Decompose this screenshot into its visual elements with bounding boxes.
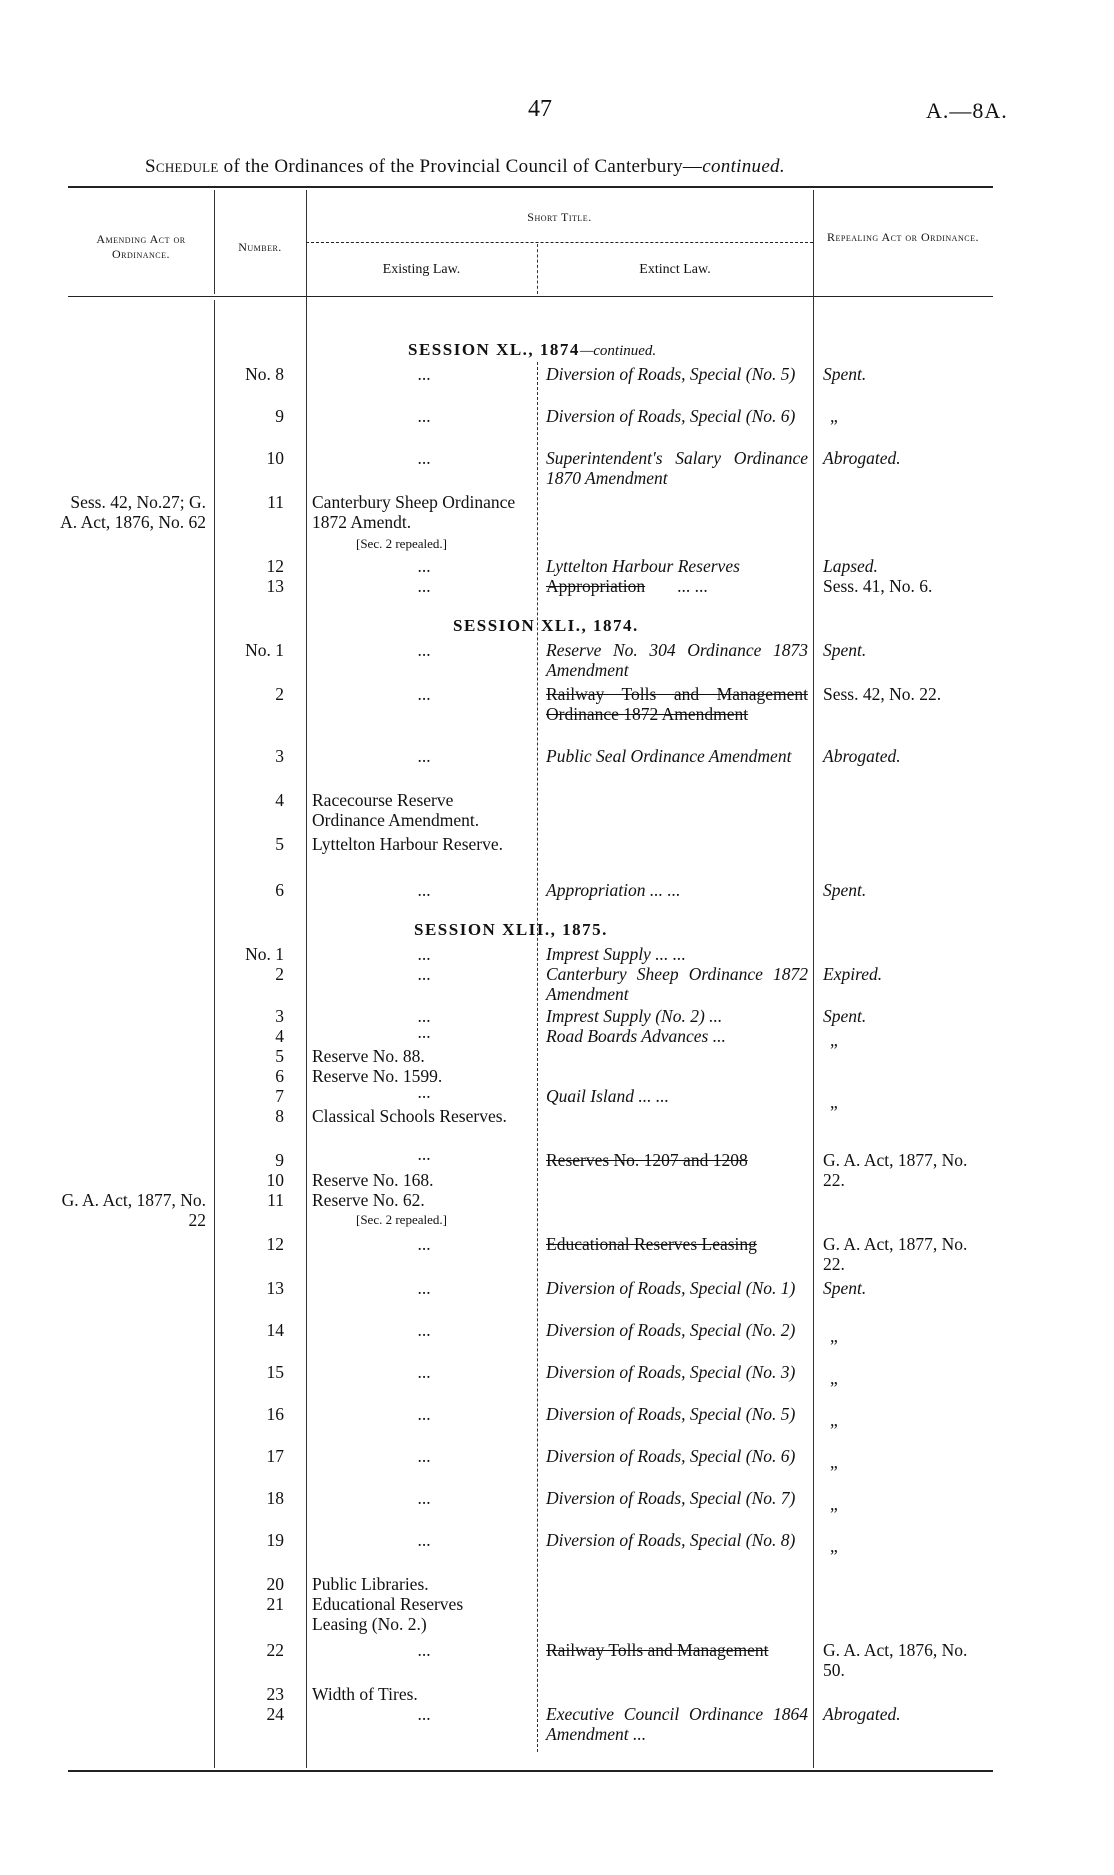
- extinct-law: Diversion of Roads, Special (No. 5): [546, 364, 796, 384]
- row-number: 13: [266, 1278, 284, 1298]
- existing-law-empty: ...: [417, 1006, 431, 1026]
- repealing-ditto: „: [830, 1410, 838, 1430]
- extinct-law: Imprest Supply (No. 2) ...: [546, 1006, 723, 1026]
- existing-law-empty: ...: [417, 1320, 431, 1340]
- row-number: 11: [267, 1190, 284, 1210]
- repealing-act: G. A. Act, 1877, No. 22.: [823, 1150, 968, 1190]
- amending-act: Sess. 42, No.27; G. A. Act, 1876, No. 62: [60, 492, 206, 532]
- row-number: No. 1: [245, 944, 284, 964]
- extinct-law: Diversion of Roads, Special (No. 8): [546, 1530, 796, 1550]
- existing-law-empty: ...: [417, 640, 431, 660]
- row-number: 6: [275, 1066, 284, 1086]
- existing-law-empty: ...: [417, 1362, 431, 1382]
- page-number: 47: [528, 96, 552, 122]
- extinct-law: Appropriation ... ...: [546, 880, 681, 900]
- row-number: 20: [266, 1574, 284, 1594]
- existing-law: Public Libraries.: [312, 1574, 429, 1594]
- column-divider-4: [813, 190, 814, 1768]
- existing-law-empty: ...: [417, 684, 431, 704]
- session-heading-41: SESSION XLI., 1874.: [453, 616, 639, 635]
- repealing-ditto: „: [830, 1092, 838, 1112]
- col-header-short-title: Short Title.: [527, 210, 592, 224]
- existing-law: Reserve No. 1599.: [312, 1066, 443, 1086]
- row-number: No. 1: [245, 640, 284, 660]
- repealing-act: Spent.: [823, 1006, 867, 1026]
- existing-law-note: [Sec. 2 repealed.]: [356, 536, 447, 551]
- repealing-ditto: „: [830, 1494, 838, 1514]
- amending-act: G. A. Act, 1877, No. 22: [61, 1190, 206, 1230]
- repealing-act: Abrogated.: [823, 448, 901, 468]
- extinct-law: Diversion of Roads, Special (No. 5): [546, 1404, 796, 1424]
- extinct-law: Reserve No. 304 Ordinance 1873 Amendment: [546, 640, 808, 680]
- existing-law: Reserve No. 88.: [312, 1046, 425, 1066]
- existing-law-empty: ...: [417, 880, 431, 900]
- title-suffix: continued.: [702, 156, 785, 177]
- repealing-act: Abrogated.: [823, 746, 901, 766]
- existing-law-note: [Sec. 2 repealed.]: [356, 1212, 447, 1227]
- repealing-ditto: „: [830, 1536, 838, 1556]
- repealing-act: Spent.: [823, 1278, 867, 1298]
- existing-law-empty: ...: [417, 406, 431, 426]
- row-number: 23: [266, 1684, 284, 1704]
- existing-law: Canterbury Sheep Ordinance 1872 Amendt.: [312, 492, 516, 532]
- existing-law-empty: ...: [417, 944, 431, 964]
- row-number: 3: [275, 746, 284, 766]
- extinct-law: Canterbury Sheep Ordinance 1872 Amendment: [546, 964, 808, 1004]
- row-number: 21: [266, 1594, 284, 1614]
- row-number: 17: [266, 1446, 284, 1466]
- row-number: 3: [275, 1006, 284, 1026]
- repealing-act: Lapsed.: [823, 556, 878, 576]
- row-number: 10: [266, 1170, 284, 1190]
- title-main: of the Ordinances of the Provincial Council of Canterbury—: [218, 156, 703, 177]
- header-bottom-rule: [68, 296, 993, 297]
- repealing-act: Spent.: [823, 880, 867, 900]
- extinct-law: Diversion of Roads, Special (No. 6): [546, 406, 796, 426]
- row-number: 9: [275, 1150, 284, 1170]
- row-number: 6: [275, 880, 284, 900]
- existing-law-empty: ...: [417, 1082, 431, 1102]
- row-number: 13: [266, 576, 284, 596]
- repealing-act: Spent.: [823, 364, 867, 384]
- existing-law: Reserve No. 168.: [312, 1170, 434, 1190]
- extinct-law: Quail Island ... ...: [546, 1086, 669, 1106]
- extinct-law: Imprest Supply ... ...: [546, 944, 686, 964]
- existing-law: Lyttelton Harbour Reserve.: [312, 834, 503, 854]
- existing-law-empty: ...: [417, 364, 431, 384]
- col-header-extinct: Extinct Law.: [639, 262, 711, 277]
- row-number: 15: [266, 1362, 284, 1382]
- repealing-ditto: „: [830, 1452, 838, 1472]
- row-number: 7: [275, 1086, 284, 1106]
- extinct-law: Diversion of Roads, Special (No. 1): [546, 1278, 796, 1298]
- row-number: No. 8: [245, 364, 284, 384]
- existing-law: Racecourse Reserve Ordinance Amendment.: [312, 790, 480, 830]
- existing-law-empty: ...: [417, 746, 431, 766]
- existing-law: Classical Schools Reserves.: [312, 1106, 507, 1126]
- existing-law-empty: ...: [417, 1404, 431, 1424]
- row-number: 16: [266, 1404, 284, 1424]
- repealing-ditto: „: [830, 1030, 838, 1050]
- repealing-ditto: „: [830, 406, 838, 426]
- column-divider-3: [537, 362, 538, 1752]
- extinct-law: Executive Council Ordinance 1864 Amendment ...: [546, 1704, 808, 1744]
- document-reference: A.—8A.: [926, 98, 1008, 123]
- existing-law-empty: ...: [417, 448, 431, 468]
- existing-law-empty: ...: [417, 556, 431, 576]
- column-divider-1: [214, 300, 215, 1768]
- col-header-number: Number.: [238, 240, 282, 254]
- existing-law-empty: ...: [417, 1530, 431, 1550]
- row-number: 2: [275, 964, 284, 984]
- extinct-law: Diversion of Roads, Special (No. 3): [546, 1362, 796, 1382]
- row-number: 4: [275, 790, 284, 810]
- repealing-act: G. A. Act, 1877, No. 22.: [823, 1234, 968, 1274]
- col-header-existing: Existing Law.: [382, 262, 461, 277]
- existing-law-empty: ...: [417, 1278, 431, 1298]
- existing-law-empty: ...: [417, 1144, 431, 1164]
- session-heading-42: SESSION XLII., 1875.: [414, 920, 608, 939]
- row-number: 9: [275, 406, 284, 426]
- repealing-ditto: „: [830, 1326, 838, 1346]
- column-divider-2: [306, 190, 307, 1768]
- row-number: 5: [275, 834, 284, 854]
- row-number: 11: [267, 492, 284, 512]
- repealing-act: Expired.: [823, 964, 883, 984]
- row-number: 2: [275, 684, 284, 704]
- repealing-ditto: „: [830, 1368, 838, 1388]
- existing-law: Width of Tires.: [312, 1684, 418, 1704]
- extinct-law: Diversion of Roads, Special (No. 6): [546, 1446, 796, 1466]
- repealing-act: Spent.: [823, 640, 867, 660]
- row-number: 24: [266, 1704, 284, 1724]
- extinct-law: Diversion of Roads, Special (No. 7): [546, 1488, 796, 1508]
- repealing-act: Sess. 41, No. 6.: [823, 576, 933, 596]
- existing-law-empty: ...: [417, 1022, 431, 1042]
- existing-law-empty: ...: [417, 576, 431, 596]
- col-header-repealing: Repealing Act or Ordinance.: [827, 230, 979, 244]
- extinct-law: Appropriation ... ...: [546, 576, 708, 596]
- repealing-act: Abrogated.: [823, 1704, 901, 1724]
- table-top-rule: [68, 186, 993, 188]
- extinct-law: Public Seal Ordinance Amendment: [546, 746, 792, 766]
- table-bottom-rule: [68, 1770, 993, 1772]
- existing-law-empty: ...: [417, 1446, 431, 1466]
- extinct-law: Educational Reserves Leasing: [546, 1234, 757, 1254]
- existing-law-empty: ...: [417, 1488, 431, 1508]
- extinct-law: Reserves No. 1207 and 1208: [546, 1150, 748, 1170]
- row-number: 4: [275, 1026, 284, 1046]
- existing-law: Reserve No. 62.: [312, 1190, 425, 1210]
- existing-law-empty: ...: [417, 1704, 431, 1724]
- row-number: 14: [266, 1320, 284, 1340]
- short-title-subrule: [306, 242, 813, 243]
- row-number: 8: [275, 1106, 284, 1126]
- row-number: 18: [266, 1488, 284, 1508]
- col-header-amending: Amending Act or Ordinance.: [96, 232, 186, 261]
- existing-law-empty: ...: [417, 1234, 431, 1254]
- repealing-act: G. A. Act, 1876, No. 50.: [823, 1640, 968, 1680]
- schedule-title: [145, 156, 785, 178]
- repealing-act: Sess. 42, No. 22.: [823, 684, 942, 704]
- extinct-law: Railway Tolls and Management Ordinance 1872 Amendment: [546, 684, 808, 724]
- title-prefix: Schedule: [145, 156, 219, 177]
- existing-law-empty: ...: [417, 1640, 431, 1660]
- session-heading-40: SESSION XL., 1874—continued.: [408, 340, 657, 359]
- row-number: 12: [266, 556, 284, 576]
- extinct-law: Superintendent's Salary Ordinance 1870 Amendment: [546, 448, 808, 488]
- existing-law-empty: ...: [417, 964, 431, 984]
- extinct-law: Railway Tolls and Management: [546, 1640, 769, 1660]
- row-number: 10: [266, 448, 284, 468]
- row-number: 5: [275, 1046, 284, 1066]
- row-number: 19: [266, 1530, 284, 1550]
- extinct-law: Diversion of Roads, Special (No. 2): [546, 1320, 796, 1340]
- existing-law: Educational Reserves Leasing (No. 2.): [312, 1594, 464, 1634]
- extinct-law: Road Boards Advances ...: [546, 1026, 726, 1046]
- row-number: 12: [266, 1234, 284, 1254]
- row-number: 22: [266, 1640, 284, 1660]
- extinct-law: Lyttelton Harbour Reserves: [546, 556, 740, 576]
